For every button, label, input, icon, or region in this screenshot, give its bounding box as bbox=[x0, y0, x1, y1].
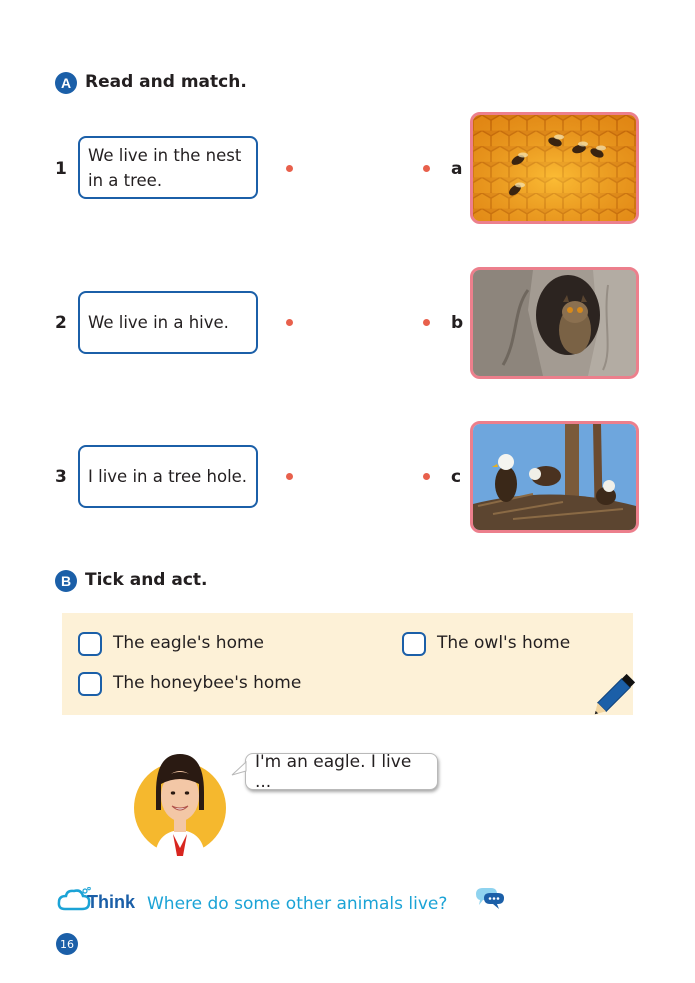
sentence-box-1[interactable] bbox=[78, 136, 258, 199]
match-dot-right-c[interactable] bbox=[423, 473, 430, 480]
sentence-text-2: We live in a hive. bbox=[88, 313, 229, 332]
section-a-badge: A bbox=[55, 72, 77, 94]
item-number-3: 3 bbox=[55, 467, 67, 487]
speech-text: I'm an eagle. I live ... bbox=[255, 751, 412, 792]
photo-honeybees bbox=[470, 112, 639, 224]
sentence-box-2[interactable] bbox=[78, 291, 258, 354]
option-owls-home: The owl's home bbox=[437, 633, 571, 653]
checkbox-owls-home[interactable] bbox=[402, 632, 426, 656]
page-number: 16 bbox=[56, 933, 78, 955]
option-honeybees-home: The honeybee's home bbox=[113, 673, 302, 693]
section-b-title: Tick and act. bbox=[85, 570, 208, 590]
honeycomb-picture bbox=[473, 115, 636, 221]
match-dot-left-3[interactable] bbox=[286, 473, 293, 480]
eagles-picture bbox=[473, 424, 636, 530]
checkbox-eagles-home[interactable] bbox=[78, 632, 102, 656]
think-label: Think bbox=[87, 892, 135, 912]
photo-eagles bbox=[470, 421, 639, 533]
tick-panel bbox=[62, 613, 633, 715]
item-letter-b: b bbox=[451, 313, 464, 333]
owl-picture bbox=[473, 270, 636, 376]
pencil-icon bbox=[592, 668, 640, 718]
section-b-badge: B bbox=[55, 570, 77, 592]
match-dot-left-1[interactable] bbox=[286, 165, 293, 172]
option-eagles-home: The eagle's home bbox=[113, 633, 264, 653]
section-a-title: Read and match. bbox=[85, 72, 247, 92]
cloud-icon bbox=[57, 887, 91, 913]
item-number-2: 2 bbox=[55, 313, 67, 333]
match-dot-left-2[interactable] bbox=[286, 319, 293, 326]
match-dot-right-a[interactable] bbox=[423, 165, 430, 172]
sentence-text-1: We live in the nest in a tree. bbox=[88, 145, 242, 190]
girl-avatar bbox=[133, 750, 227, 860]
speech-bubble-tail bbox=[231, 760, 247, 778]
item-letter-c: c bbox=[451, 467, 462, 487]
photo-owl bbox=[470, 267, 639, 379]
item-number-1: 1 bbox=[55, 159, 67, 179]
speech-bubble bbox=[245, 753, 438, 790]
chat-bubbles-icon bbox=[474, 886, 506, 912]
sentence-box-3[interactable] bbox=[78, 445, 258, 508]
match-dot-right-b[interactable] bbox=[423, 319, 430, 326]
think-question: Where do some other animals live? bbox=[147, 894, 448, 914]
item-letter-a: a bbox=[451, 159, 463, 179]
think-logo bbox=[57, 885, 147, 915]
sentence-text-3: I live in a tree hole. bbox=[88, 467, 248, 486]
checkbox-honeybees-home[interactable] bbox=[78, 672, 102, 696]
